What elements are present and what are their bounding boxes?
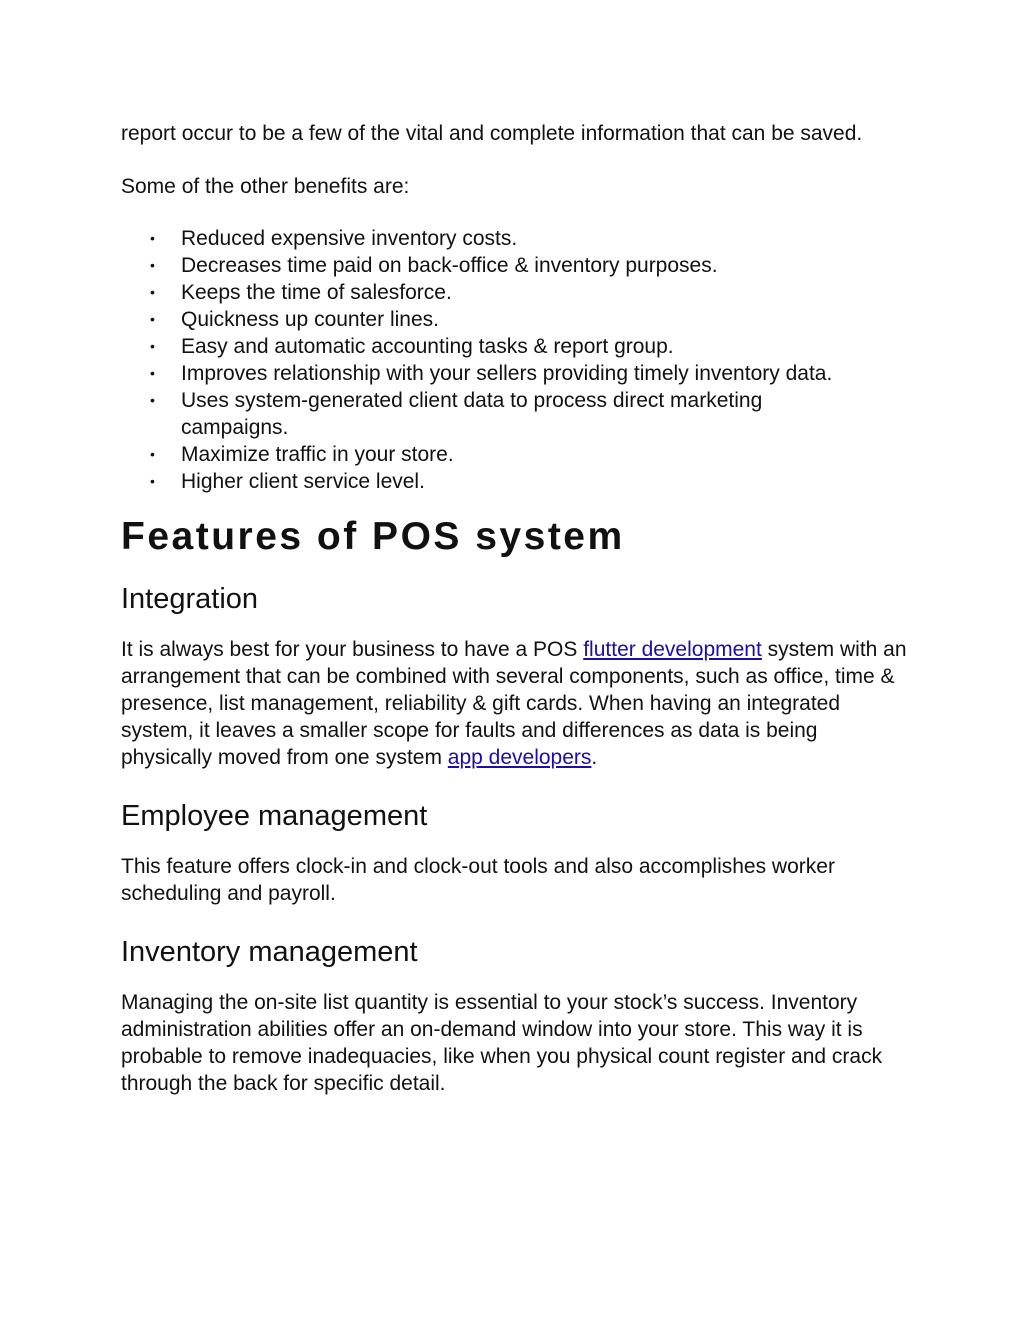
bullet-icon: • <box>150 365 155 381</box>
app-developers-link[interactable]: app developers <box>447 746 592 769</box>
benefit-text: Higher client service level. <box>181 470 425 493</box>
bullet-icon: • <box>150 338 155 354</box>
benefit-text: Maximize traffic in your store. <box>181 443 454 466</box>
list-item <box>121 360 861 387</box>
bullet-icon: • <box>150 284 155 300</box>
list-item <box>121 468 861 495</box>
benefit-text: Decreases time paid on back-office & inventory purposes. <box>181 254 718 277</box>
employee-management-paragraph: This feature offers clock-in and clock-out tools and also accomplishes worker scheduling and payroll. <box>121 855 835 905</box>
employee-management-heading: Employee management <box>121 800 428 832</box>
flutter-development-link[interactable]: flutter development <box>583 638 762 661</box>
document-page <box>121 120 911 1123</box>
benefit-text: Easy and automatic accounting tasks & report group. <box>181 335 674 358</box>
benefit-text: Keeps the time of salesforce. <box>181 281 452 304</box>
integration-paragraph <box>121 636 911 771</box>
list-item <box>121 387 861 441</box>
integration-text-start: It is always best for your business to have a POS <box>121 638 584 661</box>
bullet-icon: • <box>150 473 155 489</box>
benefits-lead-text: Some of the other benefits are: <box>121 175 410 198</box>
benefit-text: Uses system-generated client data to process direct marketing campaigns. <box>181 389 763 439</box>
integration-text-end: . <box>591 746 598 769</box>
inventory-management-paragraph: Managing the on-site list quantity is essential to your stock’s success. Inventory administration abilities offer an on-demand window into your store. This way it is probable to remove inadequacies, like when you physical count register and crack through the back for specific detail. <box>121 991 883 1095</box>
inventory-management-heading: Inventory management <box>121 936 418 968</box>
benefit-text: Quickness up counter lines. <box>181 308 439 331</box>
bullet-icon: • <box>150 311 155 327</box>
benefits-list <box>121 225 911 495</box>
bullet-icon: • <box>150 392 155 408</box>
list-item <box>121 333 861 360</box>
bullet-icon: • <box>150 257 155 273</box>
benefit-text: Reduced expensive inventory costs. <box>181 227 518 250</box>
intro-paragraph: report occur to be a few of the vital and complete information that can be saved. <box>121 122 863 145</box>
list-item <box>121 225 861 252</box>
bullet-icon: • <box>150 230 155 246</box>
list-item <box>121 279 861 306</box>
features-heading: Features of POS system <box>121 515 625 558</box>
list-item <box>121 306 861 333</box>
bullet-icon: • <box>150 446 155 462</box>
integration-heading: Integration <box>121 583 259 615</box>
list-item <box>121 441 861 468</box>
list-item <box>121 252 861 279</box>
integration-text-middle: system with an arrangement that can be combined with several components, such as office, time & presence, list management, reliability & gift cards. When having an integrated system, it leaves a smaller scope for faults and differences as data is being physically moved from one system <box>121 638 907 769</box>
benefit-text: Improves relationship with your sellers providing timely inventory data. <box>181 362 833 385</box>
